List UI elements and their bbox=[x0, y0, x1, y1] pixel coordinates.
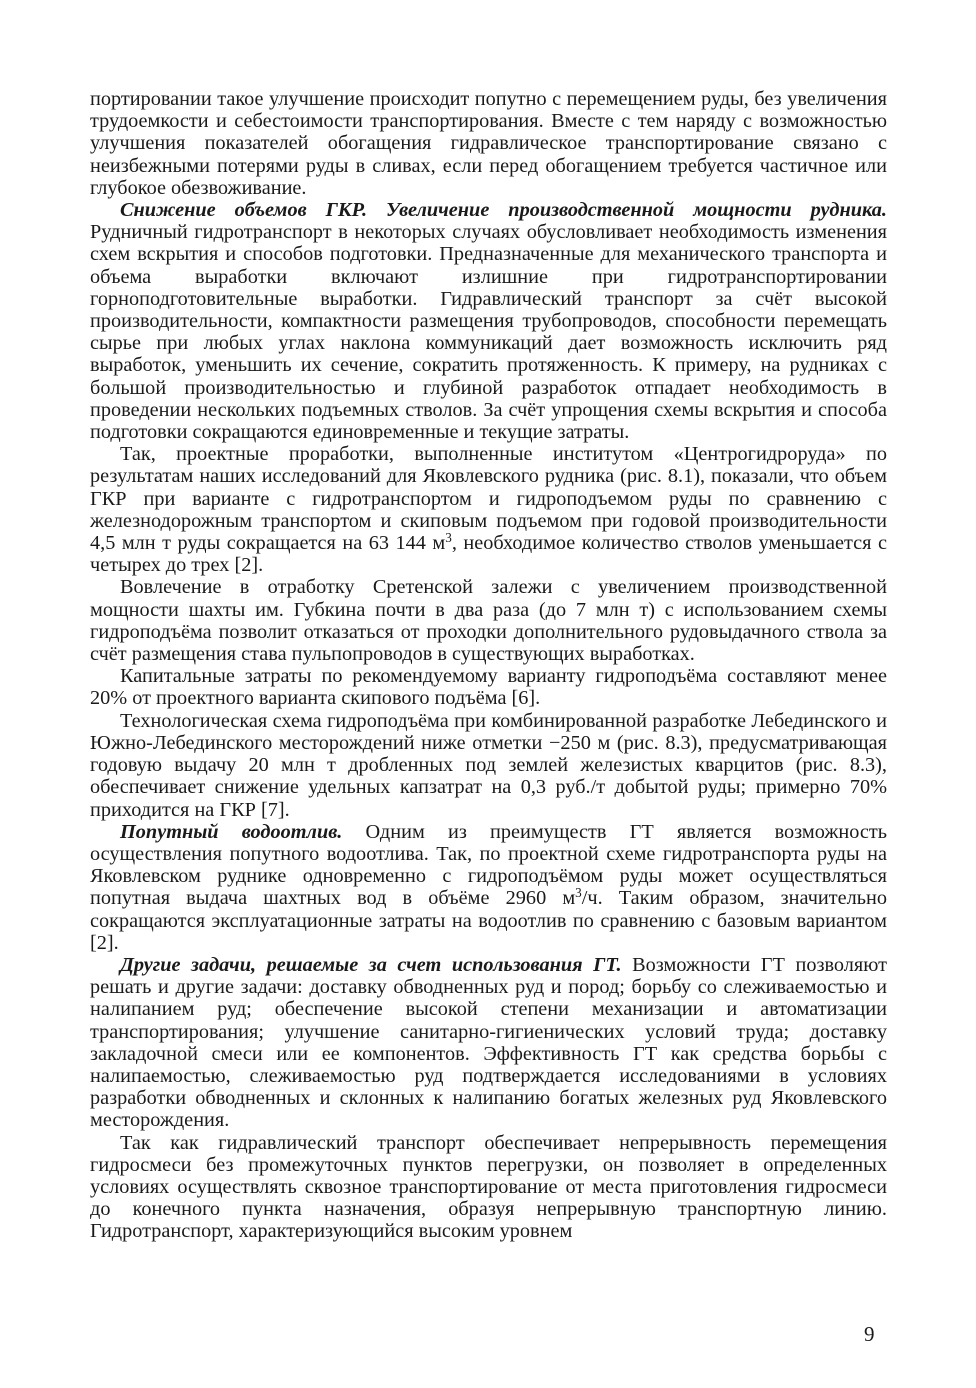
paragraph-text-tail: , необходимое количество стволов уменьшается с четырех до трех [2]. bbox=[90, 532, 887, 577]
paragraph-text: Так, проектные проработки, выполненные институтом «Центрогидроруда» по результатам наших исследований для Яковлевского рудника (рис. 8.1), показали, что объем ГКР при варианте с гидротранспортом и гидроподъемом руды по сравнению с железнодорожным транспортом и скиповым подъемом при годовой производительности 4,5 млн т руды сокращается на 63 144 м bbox=[90, 443, 887, 555]
paragraph-text: Капитальные затраты по рекомендуемому варианту гидроподъёма составляют менее 20% от проектного варианта скипового подъёма [6]. bbox=[90, 665, 887, 710]
paragraph-6 bbox=[90, 710, 887, 821]
paragraph-5 bbox=[90, 665, 887, 709]
paragraph-4 bbox=[90, 576, 887, 665]
paragraph-1 bbox=[90, 88, 887, 199]
paragraph-7 bbox=[90, 821, 887, 954]
paragraph-text: Одним из преимуществ ГТ является возможность осуществления попутного водоотлива. Так, по проектной схеме гидротранспорта руды на Яковлевском руднике одновременно с гидроподъёмом руды может осуществляться попутная выдача шахтных вод в объёме 2960 м bbox=[90, 820, 887, 910]
superscript: 3 bbox=[445, 529, 452, 545]
paragraph-text: Так как гидравлический транспорт обеспечивает непрерывность перемещения гидросмеси без промежуточных пунктов перегрузки, он позволяет в определенных условиях осуществлять сквозное транспортирование от места приготовления гидросмеси до конечного пункта назначения, образуя непрерывную транспортную линию. Гидротранспорт, характеризующийся высоким уровнем bbox=[90, 1131, 887, 1243]
paragraph-text: Технологическая схема гидроподъёма при комбинированной разработке Лебединского и Южно-Лебединского месторождений ниже отметки −250 м (рис. 8.3), предусматривающая годовую выдачу 20 млн т дробленных под землей железистых кварцитов (рис. 8.3), обеспечивает снижение удельных капзатрат на 0,3 руб./т добытой руды; примерно 70% приходится на ГКР [7]. bbox=[90, 709, 887, 821]
paragraph-text: Рудничный гидротранспорт в некоторых случаях обусловливает необходимость изменения схем вскрытия и способов подготовки. Предназначенные для механического транспорта и объема выработки включают излишние при гидротранспортировании горноподготовительные выработки. Гидравлический транспорт за счёт высокой производительности, компактности размещения трубопроводов, способности перемещать сырье при любых углах наклона коммуникаций дает возможность исключить ряд выработок, уменьшить их сечение, сократить протяженность. К примеру, на рудниках с большой производительностью и глубиной разработок отпадает необходимость в проведении нескольких подъемных стволов. За счёт упрощения схемы вскрытия и способа подготовки сокращаются единовременные и текущие затраты. bbox=[90, 221, 887, 444]
page-number: 9 bbox=[864, 1322, 875, 1346]
paragraph-2 bbox=[90, 199, 887, 443]
paragraph-text: Возможности ГТ позволяют решать и другие задачи: доставку обводненных руд и пород; борьбу со слеживаемостью и налипанием руд; обеспечение высокой степени механизации и автоматизации транспортирования; улучшение санитарно-гигиенических условий труда; доставку закладочной смеси или ее компонентов. Эффективность ГТ как средства борьбы с налипаемостью, слеживаемостью руд подтверждается исследованиями в условиях разработки обводненных и склонных к налипанию богатых железных руд Яковлевского месторождения. bbox=[90, 953, 887, 1132]
section-heading-gkr: Снижение объемов ГКР. Увеличение производственной мощности рудника. bbox=[120, 199, 887, 222]
paragraph-text: Вовлечение в отработку Сретенской залежи с увеличением производственной мощности шахты им. Губкина почти в два раза (до 7 млн т) с использованием схемы гидроподъёма позволит отказаться от проходки дополнительного рудовыдачного ствола за счёт размещения става пульпопроводов в существующих выработках. bbox=[90, 576, 887, 666]
body-text bbox=[90, 88, 887, 1243]
section-heading-other-tasks: Другие задачи, решаемые за счет использования ГТ. bbox=[120, 953, 622, 976]
paragraph-8 bbox=[90, 954, 887, 1132]
section-heading-drainage: Попутный водоотлив. bbox=[120, 820, 343, 843]
paragraph-9 bbox=[90, 1132, 887, 1243]
paragraph-3 bbox=[90, 443, 887, 576]
paragraph-text-tail: /ч. Таким образом, значительно сокращаются эксплуатационные затраты на водоотлив по сравнению с базовым вариантом [2]. bbox=[90, 887, 887, 954]
superscript: 3 bbox=[575, 885, 582, 901]
paragraph-text: портировании такое улучшение происходит попутно с перемещением руды, без увеличения трудоемкости и себестоимости транспортирования. Вместе с тем наряду с возможностью улучшения показателей обогащения гидравлическое транспортирование связано с неизбежными потерями руды в сливах, если перед обогащением требуется частичное или глубокое обезвоживание. bbox=[90, 88, 887, 199]
